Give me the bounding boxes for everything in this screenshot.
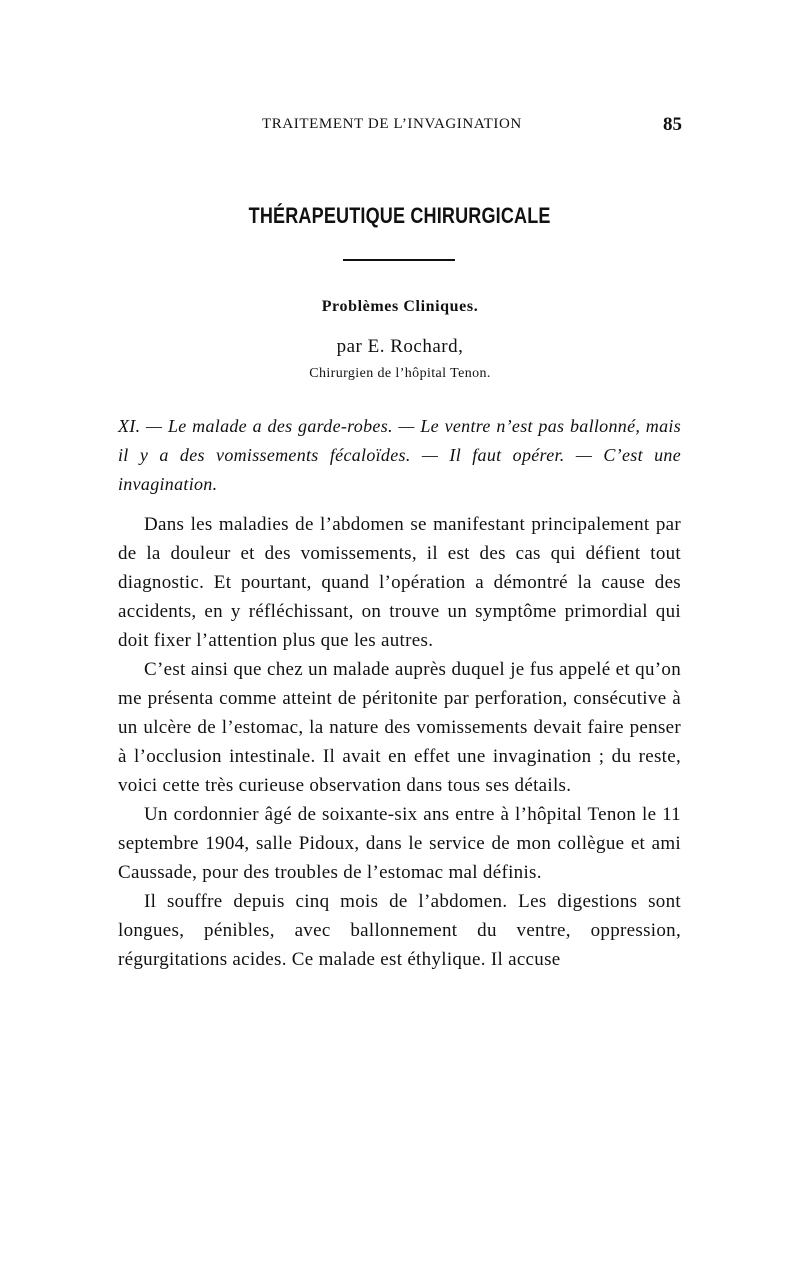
body-text	[118, 510, 681, 974]
section-title: THÉRAPEUTIQUE CHIRURGICALE	[248, 203, 551, 228]
title-rule	[343, 259, 455, 261]
page-number: 85	[663, 114, 682, 135]
paragraph: C’est ainsi que chez un malade auprès duquel je fus appelé et qu’on me présenta comme atteint de péritonite par perforation, consécutive à un ulcère de l’estomac, la nature des vomissements devait faire penser à l’occlusion intestinale. Il avait en effet une invagination ; du reste, voici cette très curieuse observation dans tous ses détails.	[118, 659, 681, 796]
running-head	[262, 116, 682, 140]
article-subtitle: Problèmes Cliniques.	[321, 298, 479, 315]
paragraph: Dans les maladies de l’abdomen se manifestant principalement par de la douleur et des vomissements, il est des cas qui défient tout diagnostic. Et pourtant, quand l’opération a démontré la cause des accidents, en y réfléchissant, on trouve un symptôme primordial qui doit fixer l’attention plus que les autres.	[118, 514, 681, 651]
paragraph: Il souffre depuis cinq mois de l’abdomen. Les digestions sont longues, pénibles, avec ballonnement du ventre, oppression, régurgitations acides. Ce malade est éthylique. Il accuse	[118, 891, 681, 970]
author-affiliation: Chirurgien de l’hôpital Tenon.	[309, 366, 491, 381]
case-summary: XI. — Le malade a des garde-robes. — Le ventre n’est pas ballonné, mais il y a des vomissements fécaloïdes. — Il faut opérer. — C’est une invagination.	[118, 416, 681, 494]
running-title: TRAITEMENT DE L’INVAGINATION	[262, 116, 522, 132]
author-line: par E. Rochard,	[336, 336, 464, 357]
paragraph: Un cordonnier âgé de soixante-six ans entre à l’hôpital Tenon le 11 septembre 1904, salle Pidoux, dans le service de mon collègue et ami Caussade, pour des troubles de l’estomac mal définis.	[118, 804, 681, 883]
